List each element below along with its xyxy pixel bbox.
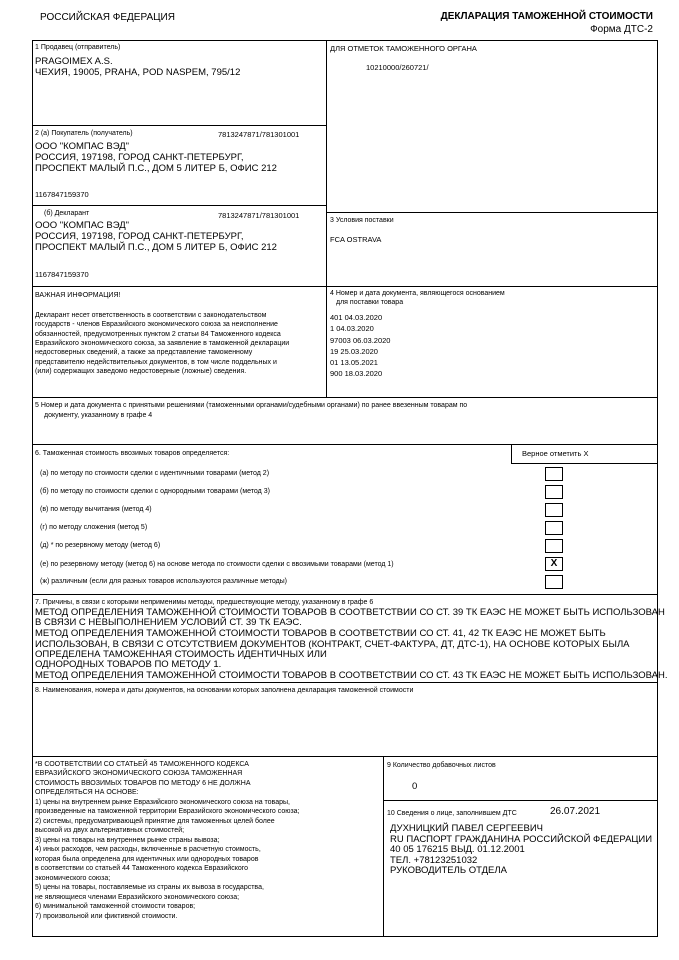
method-b-checkbox[interactable] (545, 485, 563, 499)
note-line: 2) системы, предусматривающей принятие для таможенных целей более (35, 818, 275, 825)
declarant-address-2: ПРОСПЕКТ МАЛЫЙ П.С., ДОМ 5 ЛИТЕР Б, ОФИС 212 (35, 242, 277, 253)
mark-header: Верное отметить Х (522, 449, 589, 458)
rule (32, 444, 658, 445)
note-line: 3) цены на товары на внутреннем рынке страны вывоза; (35, 837, 220, 844)
important-text-line: Декларант несет ответственность в соответствии с законодательством (35, 312, 267, 319)
important-text-line: представителю недействительных документов, в том числе поддельных и (35, 359, 277, 366)
note-line: ЕВРАЗИЙСКОГО ЭКОНОМИЧЕСКОГО СОЮЗА ТАМОЖЕННАЯ (35, 770, 243, 777)
rule (32, 125, 327, 126)
doc-item: 401 04.03.2020 (330, 313, 383, 322)
declarant-label: (б) Декларант (44, 210, 90, 217)
note-line: 6) минимальной таможенной стоимости товаров; (35, 903, 196, 910)
method-g-label: (г) по методу сложения (метод 5) (40, 524, 148, 531)
rule (326, 212, 658, 213)
doc-item: 97003 06.03.2020 (330, 336, 391, 345)
method-d-checkbox[interactable] (545, 539, 563, 553)
note-line: СТОИМОСТЬ ВВОЗИМЫХ ТОВАРОВ ПО МЕТОДУ 6 НЕ ДОЛЖНА (35, 780, 251, 787)
box7-text-line: ИСПОЛЬЗОВАН, В СВЯЗИ С ОТСУТСТВИЕМ ДОКУМЕНТОВ (КОНТРАКТ, СЧЕТ-ФАКТУРА, ДТ, ДТС-1), НА ОСНОВЕ КОТОРЫХ БЫЛА (35, 639, 630, 650)
rule (32, 682, 658, 683)
note-line: экономического союза; (35, 875, 111, 882)
box5-label-2: документу, указанному в графе 4 (44, 412, 153, 419)
rule (383, 800, 658, 801)
note-line: *В СООТВЕТСТВИИ СО СТАТЬЕЙ 45 ТАМОЖЕННОГО КОДЕКСА (35, 761, 249, 768)
important-text-line: обязанностей, предусмотренных пунктом 2 статьи 84 Таможенного кодекса (35, 331, 281, 338)
note-line: высокой из двух альтернативных стоимостей; (35, 827, 185, 834)
important-text-line: (или) содержащих заведомо недостоверные (ложные) сведения. (35, 368, 247, 375)
rule (511, 444, 512, 463)
method-zh-label: (ж) различным (если для разных товаров используются различные методы) (40, 578, 288, 585)
note-line: которая была определена для идентичных или однородных товаров (35, 856, 259, 863)
docs-label-1: 4 Номер и дата документа, являющегося основанием (330, 290, 505, 297)
filler-passport: RU ПАСПОРТ ГРАЖДАНИНА РОССИЙСКОЙ ФЕДЕРАЦИИ (390, 834, 653, 845)
buyer-inn: 7813247871/781301001 (218, 130, 300, 139)
box7-text-line: МЕТОД ОПРЕДЕЛЕНИЯ ТАМОЖЕННОЙ СТОИМОСТИ ТОВАРОВ В СООТВЕТСТВИИ СО СТ. 39 ТК ЕАЭС НЕ МОЖЕТ БЫТЬ ИСПОЛЬЗОВАН (35, 607, 665, 618)
box5-label-1: 5 Номер и дата документа с принятыми решениями (таможенными органами/судебными органами) по ранее ввезенным товарам по (35, 402, 468, 409)
method-g-checkbox[interactable] (545, 521, 563, 535)
box7-text-line: ОПРЕДЕЛЕНА ТАМОЖЕННАЯ СТОИМОСТЬ ИДЕНТИЧНЫХ ИЛИ (35, 649, 327, 660)
note-line: ОПРЕДЕЛЯТЬСЯ НА ОСНОВЕ: (35, 789, 139, 796)
filler-position: РУКОВОДИТЕЛЬ ОТДЕЛА (390, 865, 507, 876)
important-label: ВАЖНАЯ ИНФОРМАЦИЯ! (35, 292, 121, 299)
customs-marks-label: ДЛЯ ОТМЕТОК ТАМОЖЕННОГО ОРГАНА (330, 44, 477, 53)
method-zh-checkbox[interactable] (545, 575, 563, 589)
rule (32, 286, 658, 287)
note-line: произведенные на таможенной территории Евразийского экономического союза; (35, 808, 300, 815)
note-line: 1) цены на внутреннем рынке Евразийского экономического союза на товары, (35, 799, 290, 806)
doc-item: 1 04.03.2020 (330, 324, 374, 333)
box10-label: 10 Сведения о лице, заполнившем ДТС (387, 810, 517, 817)
country-name: РОССИЙСКАЯ ФЕДЕРАЦИЯ (40, 12, 175, 23)
declarant-address-1: РОССИЯ, 197198, ГОРОД САНКТ-ПЕТЕРБУРГ, (35, 231, 244, 242)
seller-address: ЧЕХИЯ, 19005, PRAHA, POD NASPEM, 795/12 (35, 67, 241, 78)
doc-item: 19 25.03.2020 (330, 347, 378, 356)
box7-text-line: ОДНОРОДНЫХ ТОВАРОВ ПО МЕТОДУ 1. (35, 659, 222, 670)
important-text-line: недостоверных сведений, а также за представление таможенному (35, 349, 253, 356)
doc-item: 01 13.05.2021 (330, 358, 378, 367)
buyer-label: 2 (а) Покупатель (получатель) (35, 130, 133, 137)
document-title: ДЕКЛАРАЦИЯ ТАМОЖЕННОЙ СТОИМОСТИ (440, 11, 653, 22)
doc-item: 900 18.03.2020 (330, 369, 383, 378)
method-b-label: (б) по методу по стоимости сделки с однородными товарами (метод 3) (40, 488, 270, 495)
box7-label: 7. Причины, в связи с которыми неприменимы методы, предшествующие методу, указанному в графе 6 (35, 599, 374, 606)
important-text-line: Евразийского экономического союза, за заявление в таможенной декларации (35, 340, 290, 347)
seller-name: PRAGOIMEX A.S. (35, 56, 113, 67)
method-e-label: (е) по резервному методу (метод 6) на основе метода по стоимости сделки с ввозимыми товарами (метод 1) (40, 561, 394, 568)
form-number: Форма ДТС-2 (590, 24, 653, 35)
rule (32, 205, 327, 206)
filled-date: 26.07.2021 (550, 806, 601, 817)
note-line: не являющиеся членами Евразийского экономического союза; (35, 894, 240, 901)
box7-text-line: МЕТОД ОПРЕДЕЛЕНИЯ ТАМОЖЕННОЙ СТОИМОСТИ ТОВАРОВ В СООТВЕТСТВИИ СО СТ. 43 ТК ЕАЭС НЕ МОЖЕТ БЫТЬ ИСПОЛЬЗОВАН. (35, 670, 668, 681)
delivery-terms-value: FCA OSTRAVA (330, 235, 382, 244)
declarant-inn: 7813247871/781301001 (218, 211, 300, 220)
filler-passport-number: 40 05 176215 ВЫД. 01.12.2001 (390, 844, 525, 855)
filler-phone: ТЕЛ. +78123251032 (390, 855, 478, 866)
box9-label: 9 Количество добавочных листов (387, 762, 496, 769)
top-divider (326, 40, 327, 397)
method-e-checkbox[interactable]: X (545, 557, 563, 571)
buyer-address-1: РОССИЯ, 197198, ГОРОД САНКТ-ПЕТЕРБУРГ, (35, 152, 244, 163)
customs-marks-value: 10210000/260721/ (366, 63, 429, 72)
delivery-terms-label: 3 Условия поставки (330, 217, 394, 224)
rule (32, 594, 658, 595)
buyer-address-2: ПРОСПЕКТ МАЛЫЙ П.С., ДОМ 5 ЛИТЕР Б, ОФИС 212 (35, 163, 277, 174)
rule (383, 756, 384, 937)
method-v-label: (в) по методу вычитания (метод 4) (40, 506, 152, 513)
box7-text-line: МЕТОД ОПРЕДЕЛЕНИЯ ТАМОЖЕННОЙ СТОИМОСТИ ТОВАРОВ В СООТВЕТСТВИИ СО СТ. 41, 42 ТК ЕАЭС НЕ МОЖЕТ БЫТЬ (35, 628, 606, 639)
note-line: 7) произвольной или фиктивной стоимости. (35, 913, 178, 920)
filler-name: ДУХНИЦКИЙ ПАВЕЛ СЕРГЕЕВИЧ (390, 823, 544, 834)
docs-label-2: для поставки товара (336, 299, 404, 306)
seller-label: 1 Продавец (отправитель) (35, 44, 121, 51)
buyer-ogrn: 1167847159370 (35, 190, 89, 199)
note-line: в соответствии со статьей 44 Таможенного кодекса Евразийского (35, 865, 249, 872)
box6-label: 6. Таможенная стоимость ввозимых товаров определяется: (35, 450, 230, 457)
method-a-checkbox[interactable] (545, 467, 563, 481)
rule (511, 463, 658, 464)
box8-label: 8. Наименования, номера и даты документов, на основании которых заполнена декларация таможенной стоимости (35, 687, 414, 694)
declarant-ogrn: 1167847159370 (35, 270, 89, 279)
buyer-name: ООО "КОМПАС ВЭД" (35, 141, 130, 152)
rule (32, 397, 658, 398)
declarant-name: ООО "КОМПАС ВЭД" (35, 220, 130, 231)
rule (32, 756, 658, 757)
method-a-label: (а) по методу по стоимости сделки с идентичными товарами (метод 2) (40, 470, 270, 477)
additional-sheets-count: 0 (412, 781, 418, 792)
method-d-label: (д) * по резервному методу (метод 6) (40, 542, 161, 549)
note-line: 4) иных расходов, чем расходы, включенные в расчетную стоимость, (35, 846, 261, 853)
box7-text-line: В СВЯЗИ С НЕВЫПОЛНЕНИЕМ УСЛОВИЙ СТ. 39 ТК ЕАЭС. (35, 617, 302, 628)
method-v-checkbox[interactable] (545, 503, 563, 517)
important-text-line: государств - членов Евразийского экономического союза за неисполнение (35, 321, 278, 328)
note-line: 5) цены на товары, поставляемые из страны их вывоза в государства, (35, 884, 264, 891)
